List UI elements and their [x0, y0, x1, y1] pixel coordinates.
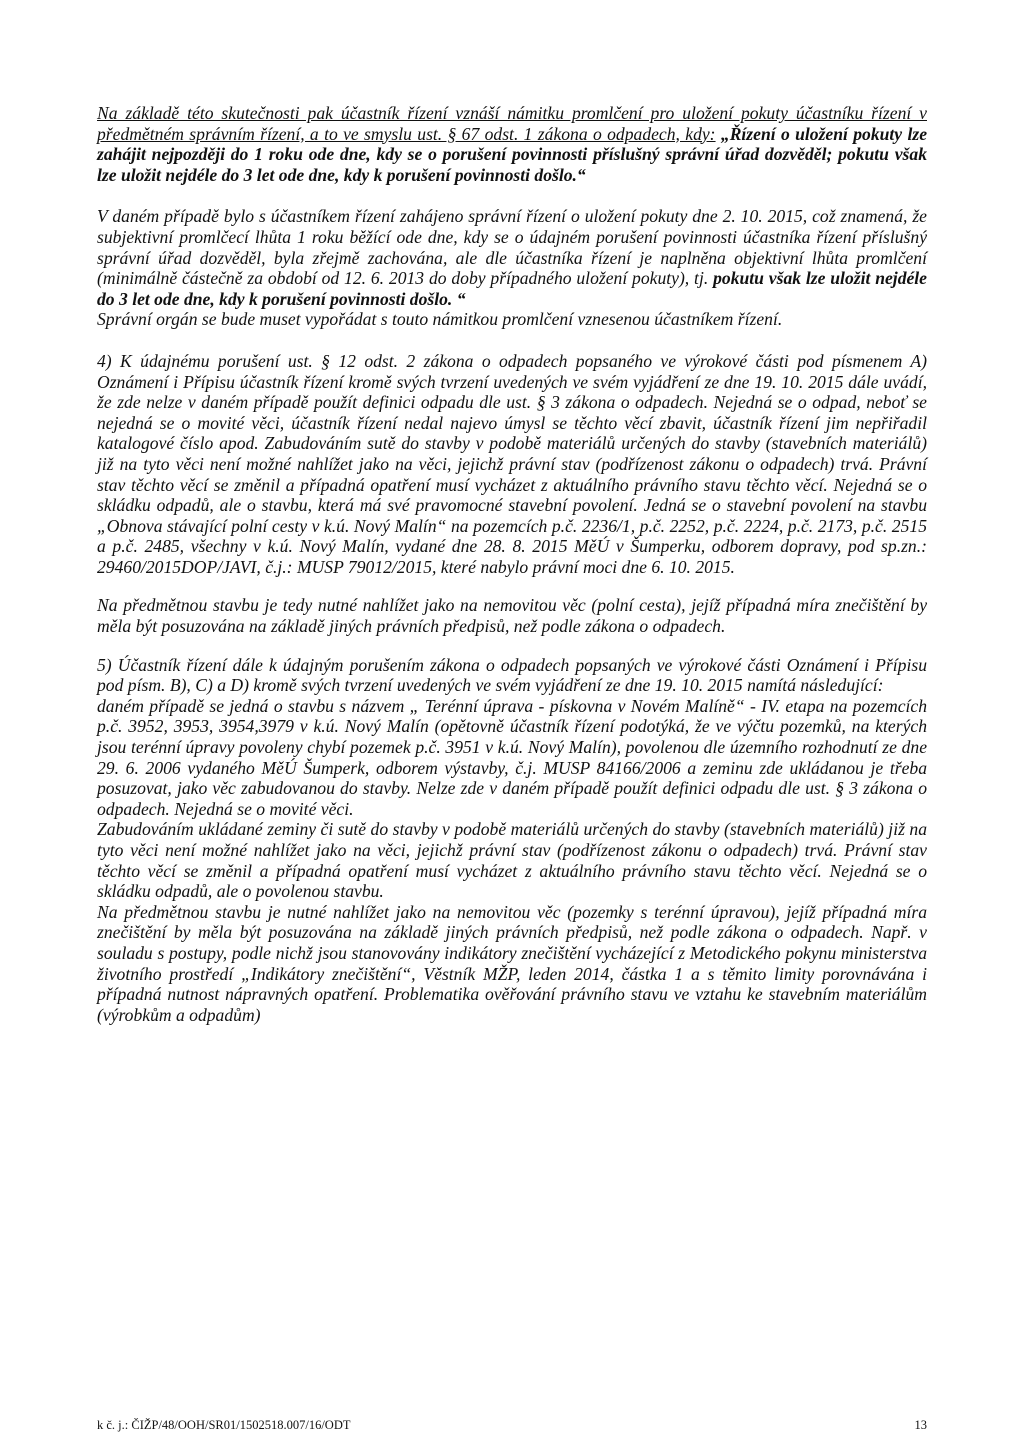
page-number: 13: [914, 1418, 927, 1432]
paragraph-point-5-stavba: daném případě se jedná o stavbu s názvem „ Terénní úprava - pískovna v Novém Malíně“ - IV. etapa na pozemcích p.č. 3952, 3953, 3954,3979 v k.ú. Nový Malín (opětovně účastník řízení podotýká, že ve výčtu pozemků, na kterých jsou terénní úpravy povoleny chybí pozemek p.č. 3951 v k.ú. Nový Malín), povolenou dle územního rozhodnutí ze dne 29. 6. 2006 vydaného MěÚ Šumperk, odborem výstavby, č.j. MUSP 84166/2006 a zeminu zde ukládanou je třeba posuzovat, jako věc zabudovanou do stavby. Nelze zde v daném případě použít definici odpadu dle ust. § 3 zákona o odpadech. Nejedná se o movité věci.: [97, 695, 927, 819]
spacer: [97, 637, 927, 655]
page-footer: [97, 1418, 927, 1432]
paragraph-text: Správní orgán se bude muset vypořádat s touto námitkou promlčení vznesenou účastníkem řízení.: [97, 309, 783, 330]
paragraph-promlceni: [97, 103, 927, 185]
paragraph-point-5-nemovitost: Na předmětnou stavbu je nutné nahlížet jako na nemovitou věc (pozemky s terénní úpravou), jejíž případná míra znečištění by měla být posuzována na základě jiných právních předpisů, než podle zákona o odpadech. Např. v souladu s postupy, podle nichž jsou stanovovány indikátory znečištění vycházející z Metodického pokynu ministerstva životního prostředí „Indikátory znečištění“, Věstník MŽP, leden 2014, částka 1 a s těmito limity porovnávána i případná nutnost nápravných opatření. Problematika ověřování právního stavu ve vztahu ke stavebním materiálům (výrobkům a odpadům): [97, 901, 927, 1025]
spacer: [97, 330, 927, 351]
paragraph-point-5-zabudovani: Zabudováním ukládané zeminy či sutě do stavby v podobě materiálů určených do stavby (stavebních materiálů) již na tyto věci není možné nahlížet jako na věci, jejichž právní stav (podřízenost zákonu o odpadech) trvá. Právní stav těchto věcí se změnil a případná opatření musí vycházet z aktuálního právního stavu těchto věcí. Nejedná se o skládku odpadů, ale o povolenou stavbu.: [97, 819, 927, 902]
document-body: [97, 103, 927, 1025]
spacer: [97, 185, 927, 206]
paragraph-point-4-conclusion: Na předmětnou stavbu je tedy nutné nahlížet jako na nemovitou věc (polní cesta), jejíž případná míra znečištění by měla být posuzována na základě jiných právních předpisů, než podle zákona o odpadech.: [97, 595, 927, 637]
paragraph-point-4: 4) K údajnému porušení ust. § 12 odst. 2 zákona o odpadech popsaného ve výrokové části pod písmenem A) Oznámení i Přípisu účastník řízení kromě svých tvrzení uvedených ve svém vyjádření ze dne 19. 10. 2015 dále uvádí, že zde nelze v daném případě použít definici odpadu dle ust. § 3 zákona o odpadech. Nejedná se o odpad, neboť se nejedná se o movité věci, účastník řízení nedal najevo úmysl se těchto věcí zbavit, účastník řízení jim nepřiřadil katalogové číslo apod. Zabudováním sutě do stavby v podobě materiálů určených do stavby (stavebních materiálů) již na tyto věci není možné nahlížet jako na věci, jejichž právní stav (podřízenost zákonu o odpadech) trvá. Právní stav těchto věcí se změnil a případná opatření musí vycházet z aktuálního právního stavu těchto věcí. Nejedná se o skládku odpadů, ale o stavbu, která má své pravomocné stavební povolení. Jedná se o stavební povolení na stavbu „Obnova stávající polní cesty v k.ú. Nový Malín“ na pozemcích p.č. 2236/1, p.č. 2252, p.č. 2224, p.č. 2173, p.č. 2515 a p.č. 2485, všechny v k.ú. Nový Malín, vydané dne 28. 8. 2015 MěÚ v Šumperku, odborem dopravy, pod sp.zn.: 29460/2015DOP/JAVI, č.j.: MUSP 79012/2015, které nabylo právní moci dne 6. 10. 2015.: [97, 350, 927, 577]
paragraph-text: V daném případě bylo s účastníkem řízení zahájeno správní řízení o uložení pokuty dne 2. 10. 2015, což znamená, že subjektivní promlčecí lhůta 1 roku běžící ode dne, kdy se o údajném porušení povinnosti účastníka řízení příslušný správní úřad dozvěděl, byla zřejmě zachována, ale dle účastníka řízení je naplněna objektivní lhůta promlčení (minimálně částečně za období od 12. 6. 2013 do doby případného uložení pokuty), tj.: [97, 206, 927, 289]
quoted-law-text: „Řízení o uložení pokuty lze zahájit nejpozději do 1 roku ode dne, kdy se o porušení povinnosti příslušný správní úřad dozvěděl; pokutu však lze uložit nejdéle do 3 let ode dne, kdy k porušení povinnosti došlo.“: [97, 123, 928, 185]
bold-text: pokutu však lze uložit nejdéle do 3 let ode dne, kdy k porušení povinnosti došlo. “: [97, 268, 927, 309]
paragraph-point-5-intro: 5) Účastník řízení dále k údajným porušením zákona o odpadech popsaných ve výrokové části Oznámení i Přípisu pod písm. B), C) a D) kromě svých tvrzení uvedených ve svém vyjádření ze dne 19. 10. 2015 namítá následující:: [97, 654, 927, 696]
paragraph-subjective-deadline: [97, 206, 927, 330]
underlined-text: Na základě této skutečnosti pak účastník řízení vznáší námitku promlčení pro uložení pokuty účastníku řízení v předmětném správním řízení, a to ve smyslu ust. § 67 odst. 1 zákona o odpadech, kdy:: [97, 103, 927, 144]
spacer: [97, 577, 927, 595]
reference-number: k č. j.: ČIŽP/48/OOH/SR01/1502518.007/16/ODT: [97, 1418, 351, 1432]
